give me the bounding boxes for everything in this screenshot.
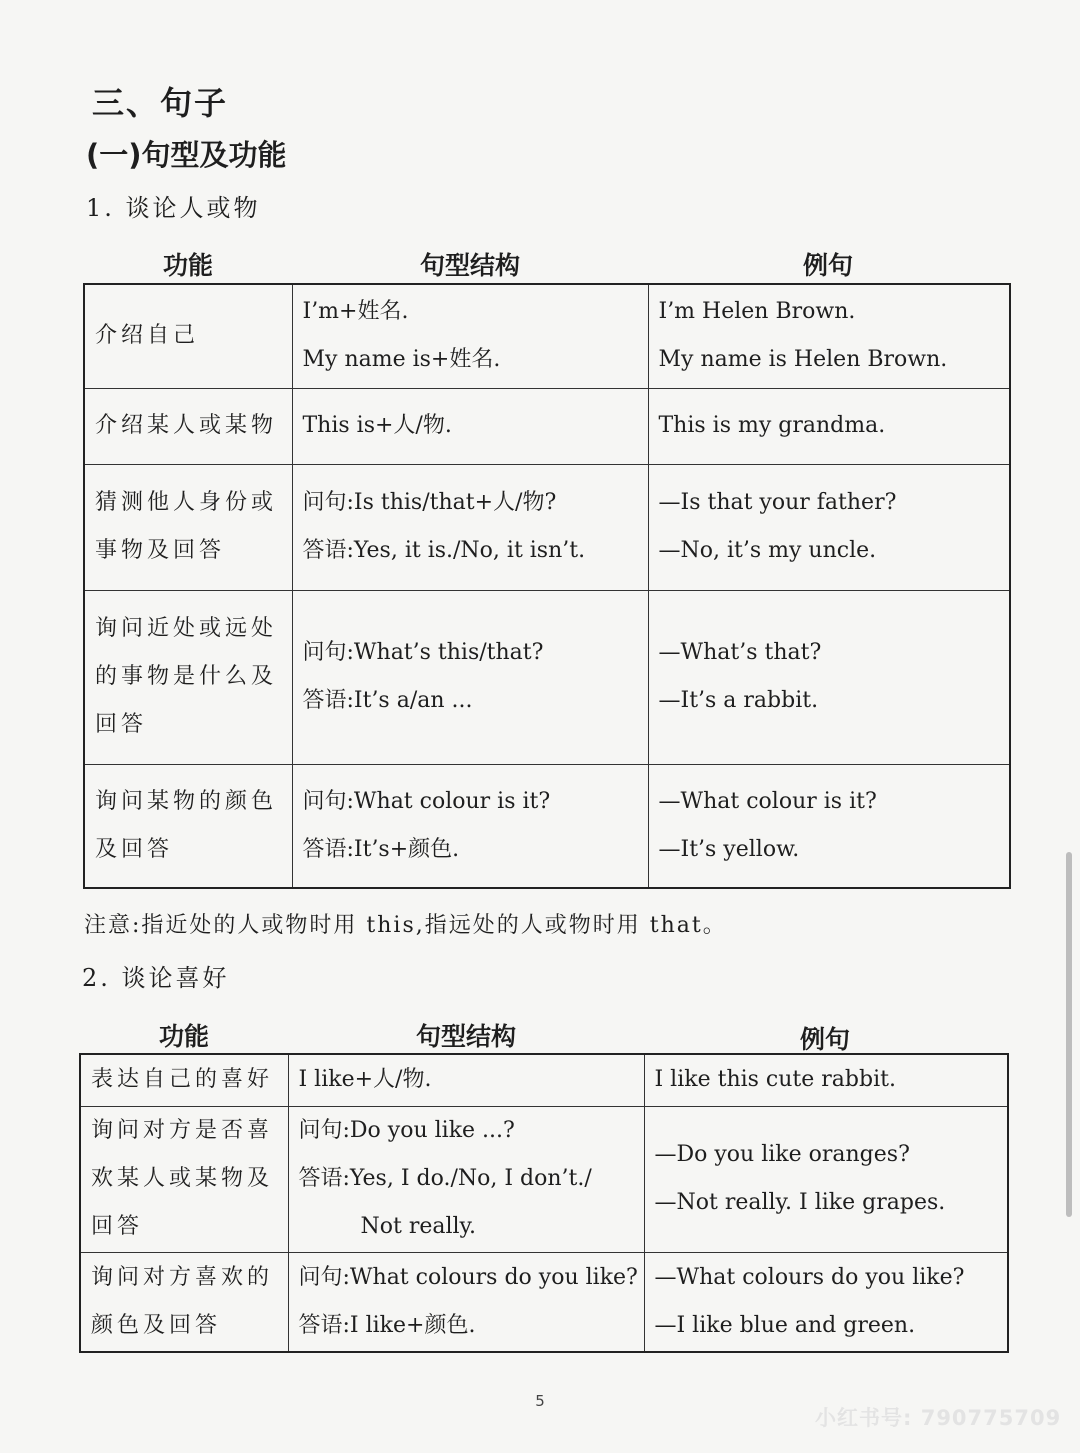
table-row	[84, 388, 1010, 464]
section-title: 三、句子	[92, 84, 229, 122]
example-cell: —Is that your father? —No, it’s my uncle.	[648, 464, 1010, 590]
example-cell: —What colours do you like? —I like blue and green.	[644, 1252, 1008, 1352]
function-cell: 询问对方喜欢的 颜色及回答	[80, 1252, 288, 1352]
structure-cell: 问句:Do you like ...? 答语:Yes, I do./No, I don’t./ Not really.	[288, 1106, 644, 1252]
topic2-header-function: 功能	[158, 1022, 209, 1051]
structure-cell: 问句:What colour is it? 答语:It’s+颜色.	[292, 764, 648, 888]
watermark: 小红书号: 790775709	[815, 1406, 1062, 1430]
table-row	[80, 1252, 1008, 1352]
subsection-title: (一)句型及功能	[86, 138, 287, 172]
topic2-header-structure: 句型结构	[415, 1022, 516, 1051]
structure-cell: 问句:What colours do you like? 答语:I like+颜色.	[288, 1252, 644, 1352]
topic2-title: 2. 谈论喜好	[82, 964, 230, 992]
example-cell: I’m Helen Brown. My name is Helen Brown.	[648, 284, 1010, 388]
function-cell: 询问近处或远处 的事物是什么及 回答	[84, 590, 292, 764]
function-cell: 表达自己的喜好	[80, 1054, 288, 1106]
example-cell: I like this cute rabbit.	[644, 1054, 1008, 1106]
structure-cell: 问句:What’s this/that? 答语:It’s a/an ...	[292, 590, 648, 764]
function-cell: 介绍自己	[84, 284, 292, 388]
table-row	[84, 590, 1010, 764]
table-row	[84, 464, 1010, 590]
scrollbar[interactable]	[1066, 852, 1072, 1217]
usage-note: 注意:指近处的人或物时用 this,指远处的人或物时用 that。	[84, 913, 727, 938]
topic1-header-example: 例句	[802, 251, 853, 280]
example-cell: This is my grandma.	[648, 388, 1010, 464]
example-cell: —Do you like oranges? —Not really. I like grapes.	[644, 1106, 1008, 1252]
table-row	[84, 764, 1010, 888]
topic2-header-example: 例句	[799, 1025, 850, 1054]
table-row	[84, 284, 1010, 388]
function-cell: 询问对方是否喜 欢某人或某物及 回答	[80, 1106, 288, 1252]
structure-cell: This is+人/物.	[292, 388, 648, 464]
function-cell: 猜测他人身份或 事物及回答	[84, 464, 292, 590]
example-cell: —What’s that? —It’s a rabbit.	[648, 590, 1010, 764]
table-row	[80, 1106, 1008, 1252]
structure-cell: I’m+姓名. My name is+姓名.	[292, 284, 648, 388]
structure-cell: 问句:Is this/that+人/物? 答语:Yes, it is./No, it isn’t.	[292, 464, 648, 590]
table-row	[80, 1054, 1008, 1106]
topic1-header-structure: 句型结构	[419, 251, 520, 280]
function-cell: 询问某物的颜色 及回答	[84, 764, 292, 888]
function-cell: 介绍某人或某物	[84, 388, 292, 464]
topic1-title: 1. 谈论人或物	[86, 194, 261, 222]
example-cell: —What colour is it? —It’s yellow.	[648, 764, 1010, 888]
structure-cell: I like+人/物.	[288, 1054, 644, 1106]
topic2-table	[79, 1053, 1009, 1353]
topic1-table	[83, 283, 1011, 889]
topic1-header-function: 功能	[162, 251, 213, 280]
page-number: 5	[535, 1392, 545, 1410]
